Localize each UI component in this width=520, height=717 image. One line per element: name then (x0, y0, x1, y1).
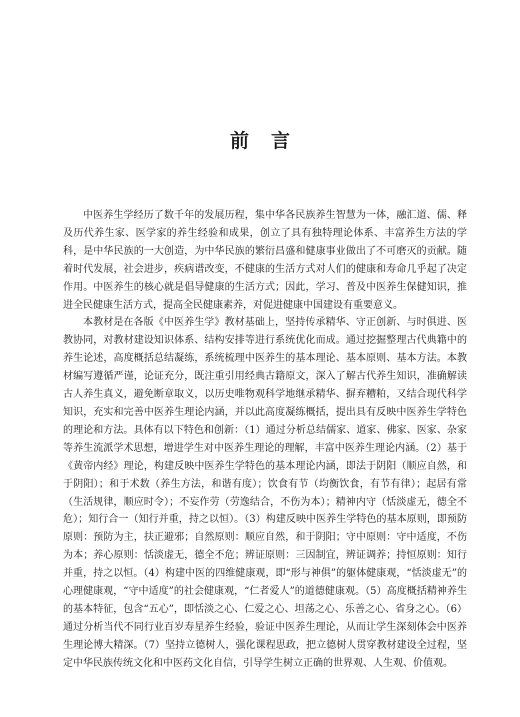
paragraph: 中医养生学经历了数千年的发展历程，集中华各民族养生智慧为一体，融汇道、儒、释及历代养生家、医学家的养生经验和成果，创立了具有独特理论体系、丰富养生方法的学科，是中华民族的一大创造，为中华民族的繁衍昌盛和健康事业做出了不可磨灭的贡献。随着时代发展，社会进步，疾病谱改变，不健康的生活方式对人们的健康和寿命几乎起了决定作用。中医养生的核心就是倡导健康的生活方式；因此，学习、普及中医养生保健知识，推进全民健康生活方式，提高全民健康素养，对促进健康中国建设有重要意义。 (63, 210, 467, 311)
paragraph: 本教材是在各版《中医养生学》教材基础上，坚持传承精华、守正创新、与时俱进、医教协同，对教材建设知识体系、结构安排等进行系统优化而成。通过挖掘整理古代典籍中的养生论述，高度概括总结凝练，系统梳理中医养生的基本理论、基本原则、基本方法。本教材编写遵循严谨，论证充分，既注重引用经典古籍原文，深入了解古代养生知识，准确解读古人养生真义，避免断章取义，以历史唯物观科学地继承精华、摒弃糟粕，又结合现代科学知识，充实和完善中医养生理论内涵，并以此高度凝练概括，提出具有反映中医养生学特色的理论和方法。具体有以下特色和创新：（1）通过分析总结儒家、道家、佛家、医家、杂家等养生流派学术思想，增进学生对中医养生理论的理解，丰富中医养生理论内涵。（2）基于《黄帝内经》理论，构建反映中医养生学特色的基本理论内涵，即法于阴阳（顺应自然，和于阴阳）；和于术数（养生方法，和谐有度）；饮食有节（均衡饮食，有节有律）；起居有常（生活规律，顺应时令）；不妄作劳（劳逸结合，不伤为本）；精神内守（恬淡虚无，德全不危）；知行合一（知行并重，持之以恒）。（3）构建反映中医养生学特色的基本原则，即预防原则：预防为主，扶正避邪；自然原则：顺应自然，和于阴阳；守中原则：守中适度，不伤为本；养心原则：恬淡虚无，德全不危；辨证原则：三因制宜，辨证调养；持恒原则：知行并重，持之以恒。（4）构建中医的四维健康观，即“形与神俱”的躯体健康观，“恬淡虚无”的心理健康观，“守中适度”的社会健康观，“仁者爱人”的道德健康观。（5）高度概括精神养生的基本特征，包含“五心”，即恬淡之心、仁爱之心、坦荡之心、乐善之心、省身之心。（6）通过分析当代不同行业百岁寿星养生经验，验证中医养生理论，从而让学生深刻体会中医养生理论博大精深。（7）坚持立德树人，强化课程思政，把立德树人贯穿教材建设全过程，坚定中华民族传统文化和中医药文化自信，引导学生树立正确的世界观、人生观、价值观。 (63, 317, 467, 669)
preface-body (63, 207, 467, 673)
page-title: 前言 (229, 130, 312, 152)
